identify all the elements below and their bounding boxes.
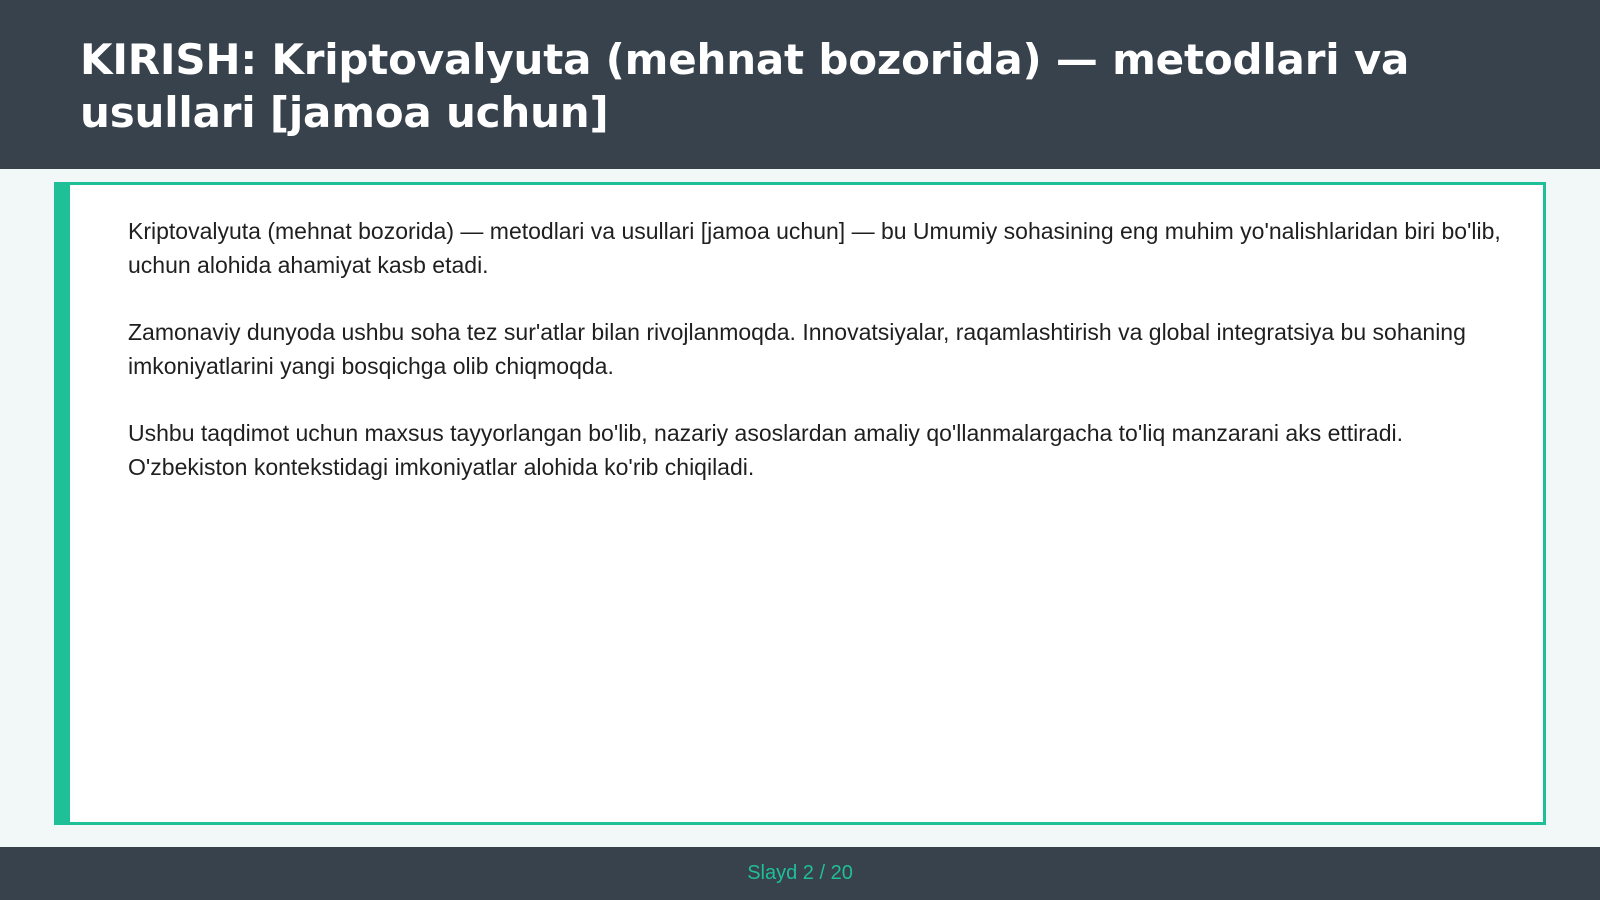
body-paragraph-1: Kriptovalyuta (mehnat bozorida) — metodlari va usullari [jamoa uchun] — bu Umumiy sohasining eng muhim yo'nalishlaridan biri bo'lib, uchun alohida ahamiyat kasb etadi. — [128, 218, 1501, 278]
body-paragraph-2: Zamonaviy dunyoda ushbu soha tez sur'atlar bilan rivojlanmoqda. Innovatsiyalar, raqamlashtirish va global integratsiya bu sohaning imkoniyatlarini yangi bosqichga olib chiqmoqda. — [128, 319, 1466, 379]
slide-body — [128, 214, 1508, 517]
body-paragraph-3: Ushbu taqdimot uchun maxsus tayyorlangan bo'lib, nazariy asoslardan amaliy qo'llanmalargacha to'liq manzarani aks ettiradi. O'zbekiston kontekstidagi imkoniyatlar alohida ko'rib chiqiladi. — [128, 420, 1404, 480]
slide-counter: Slayd 2 / 20 — [747, 862, 853, 884]
slide-title: KIRISH: Kriptovalyuta (mehnat bozorida) — metodlari va usullari [jamoa uchun] — [80, 35, 1410, 137]
slide-header — [0, 0, 1600, 169]
slide-footer — [0, 847, 1600, 900]
content-card — [54, 182, 1546, 825]
